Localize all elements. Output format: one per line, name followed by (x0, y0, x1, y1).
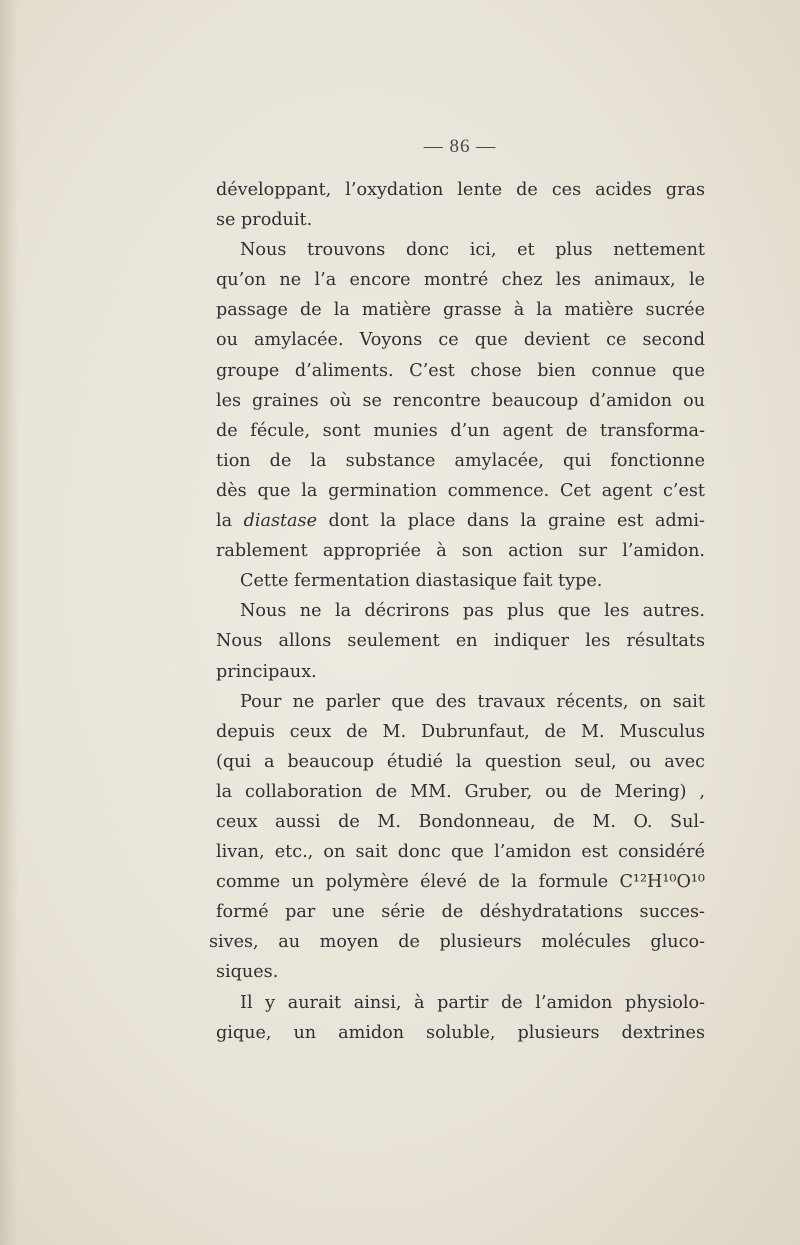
text-line: livan, etc., on sait donc que l’amidon est considéré (216, 842, 705, 863)
text-line: groupe d’aliments. C’est chose bien connue que (216, 360, 705, 381)
text-line: se produit. (216, 210, 313, 231)
text-line: ceux aussi de M. Bondonneau, de M. O. Sul- (216, 811, 705, 832)
text-line: passage de la matière grasse à la matière sucrée (216, 300, 705, 321)
text-line: rablement appropriée à son action sur l’amidon. (216, 541, 705, 562)
text-line: de fécule, sont munies d’un agent de transforma- (216, 420, 705, 441)
text-line: comme un polymère élevé de la formule C¹²H¹⁰O¹⁰ (216, 872, 705, 893)
text-line: Nous ne la décrirons pas plus que les autres. (240, 601, 705, 622)
text-line: Cette fermentation diastasique fait type. (240, 571, 603, 592)
page-number: — 86 — (423, 136, 497, 157)
text-line: développant, l’oxydation lente de ces acides gras (216, 180, 705, 200)
emphasized-term: diastase (243, 511, 317, 532)
text-line: Nous trouvons donc ici, et plus nettement (240, 240, 705, 261)
text-line: Nous allons seulement en indiquer les résultats (216, 631, 705, 652)
text-line: sives, au moyen de plusieurs molécules gluco- (209, 932, 705, 953)
body-text (209, 175, 705, 1048)
text-line: (qui a beaucoup étudié la question seul, ou avec (216, 751, 705, 772)
text-line: formé par une série de déshydratations succes- (216, 902, 705, 923)
text-segment: dont la place dans la graine est admi- (317, 511, 705, 532)
text-line: depuis ceux de M. Dubrunfaut, de M. Musculus (216, 721, 705, 742)
text-line: Il y aurait ainsi, à partir de l’amidon physiolo- (240, 992, 705, 1013)
text-line: siques. (216, 962, 279, 983)
text-line: qu’on ne l’a encore montré chez les animaux, le (216, 270, 705, 291)
text-line: la collaboration de MM. Gruber, ou de Mering) , (216, 781, 705, 802)
text-line: ou amylacée. Voyons ce que devient ce second (216, 330, 705, 351)
text-line: les graines où se rencontre beaucoup d’amidon ou (216, 390, 705, 411)
text-segment: la (216, 511, 244, 532)
text-line: Pour ne parler que des travaux récents, on sait (240, 691, 705, 712)
page-gutter-shadow (0, 0, 18, 1245)
text-line: tion de la substance amylacée, qui fonctionne (216, 450, 705, 471)
text-line (216, 506, 705, 536)
text-line: dès que la germination commence. Cet agent c’est (216, 480, 705, 501)
text-line: gique, un amidon soluble, plusieurs dextrines (216, 1022, 705, 1043)
text-line: principaux. (216, 661, 317, 682)
